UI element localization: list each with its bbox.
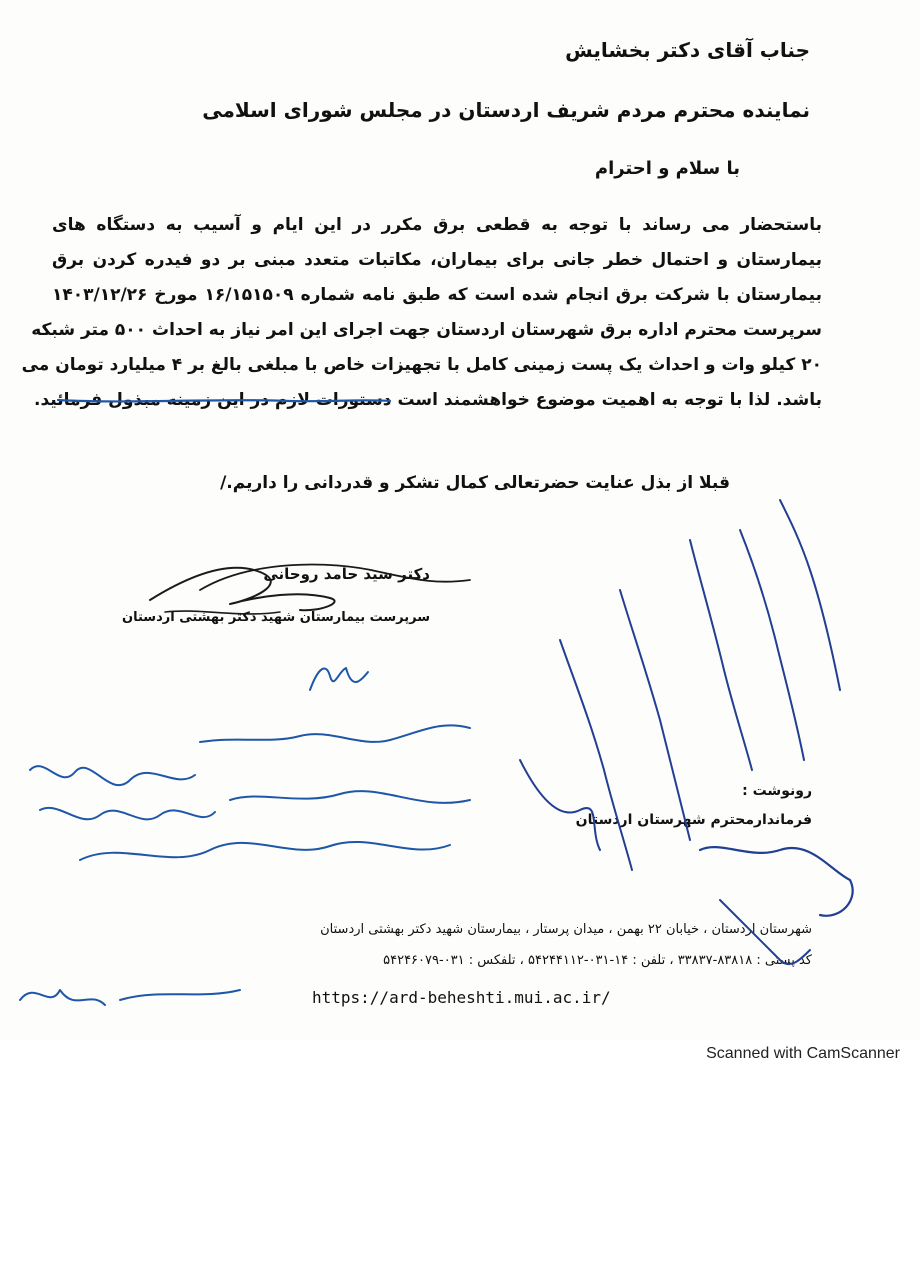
cc-recipient: فرماندارمحترم شهرستان اردستان bbox=[575, 812, 812, 828]
letter-body bbox=[21, 208, 822, 418]
letter-body-line: باشد. لذا با توجه به اهمیت موضوع خواهشمند است دستورات لازم در این زمینه مبذول فرمائید. bbox=[34, 390, 822, 410]
letter-body-line: بیمارستان با شرکت برق انجام شده است که طبق نامه شماره ۱۶/۱۵۱۵۰۹ مورخ ۱۴۰۳/۱۲/۲۶ bbox=[52, 285, 822, 305]
cc-label: رونوشت : bbox=[742, 783, 812, 799]
letter-body-line: سرپرست محترم اداره برق شهرستان اردستان جهت اجرای این امر نیاز به احداث ۵۰۰ متر شبکه bbox=[31, 320, 822, 340]
footer-website-link[interactable]: https://ard-beheshti.mui.ac.ir/ bbox=[312, 988, 611, 1007]
letter-body-line: باستحضار می رساند با توجه به قطعی برق مکرر در این ایام و آسیب به دستگاه های bbox=[52, 215, 822, 235]
footer-contact: کد پستی : ۸۳۸۱۸-۳۳۸۳۷ ، تلفن : ۱۴-۰۳۱-۵۴۲۴۴۱۱۲ ، تلفکس : ۰۳۱-۵۴۲۴۶۰۷۹ bbox=[383, 953, 812, 968]
letter-closing: قبلا از بذل عنایت حضرتعالی کمال تشکر و قدردانی را داریم./ bbox=[220, 473, 730, 493]
signer-title: سرپرست بیمارستان شهید دکتر بهشتی اردستان bbox=[122, 610, 430, 625]
footer-address: شهرستان اردستان ، خیابان ۲۲ بهمن ، میدان پرستار ، بیمارستان شهید دکتر بهشتی اردستان bbox=[320, 922, 812, 937]
letter-salutation: با سلام و احترام bbox=[594, 158, 740, 179]
scanner-watermark: Scanned with CamScanner bbox=[706, 1045, 900, 1062]
letter-body-line: بیمارستان و احتمال خطر جانی برای بیماران، مکاتبات متعدد مبنی بر دو فیدره کردن برق bbox=[52, 250, 822, 270]
letter-body-line: ۲۰ کیلو وات و احداث یک پست زمینی کامل با تجهیزات خاص با مبلغی بالغ بر ۴ میلیارد تومان می bbox=[21, 355, 822, 375]
letter-addressee-title: نماینده محترم مردم شریف اردستان در مجلس شورای اسلامی bbox=[202, 98, 810, 122]
signer-name: دکتر سید حامد روحانی bbox=[263, 565, 430, 583]
letter-addressee: جناب آقای دکتر بخشایش bbox=[565, 38, 810, 62]
